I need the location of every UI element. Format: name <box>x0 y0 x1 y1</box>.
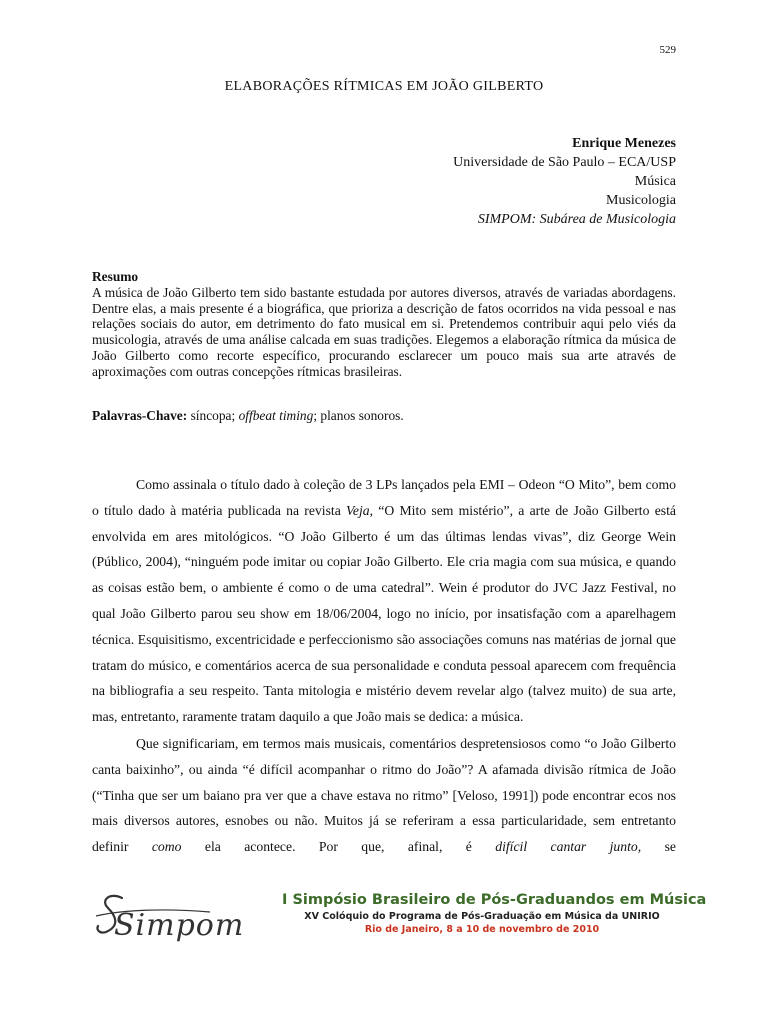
keywords <box>92 408 676 424</box>
body-paragraph-2 <box>92 731 676 860</box>
footer-event-title: I Simpósio Brasileiro de Pós-Graduandos em Música <box>282 892 707 908</box>
p1-veja: Veja <box>346 502 370 518</box>
author-subarea: Musicologia <box>606 193 676 208</box>
abstract-heading: Resumo <box>92 269 139 284</box>
footer-text <box>282 892 707 935</box>
page-number: 529 <box>659 44 676 56</box>
paper-title: ELABORAÇÕES RÍTMICAS EM JOÃO GILBERTO <box>224 79 544 94</box>
body-paragraph-1 <box>92 472 676 730</box>
footer-banner <box>92 878 707 958</box>
author-name: Enrique Menezes <box>572 136 676 151</box>
p2-part-c: se <box>641 839 676 855</box>
abstract-text: A música de João Gilberto tem sido bastante estudada por autores diversos, através de variadas abordagens. Dentre elas, a mais presente é a biográfica, que prioriza a descrição de fatos ocorridos na vida pessoal e nas relações sociais do autor, em detrimento do fato musical em si. Pretendemos contribuir aqui pelo viés da musicologia, através de uma análise calcada em suas tradições. Elegemos a elaboração rítmica da música de João Gilberto como recorte específico, procurando esclarecer um pouco mais sua arte através de aproximações com outras concepções rítmicas brasileiras. <box>92 284 676 379</box>
abstract <box>92 269 676 380</box>
author-affiliation: Universidade de São Paulo – ECA/USP <box>453 155 676 170</box>
author-area: Música <box>634 174 676 189</box>
keywords-label: Palavras-Chave: <box>92 408 188 423</box>
keyword-3: ; planos sonoros. <box>313 408 404 423</box>
author-block <box>453 134 676 229</box>
body-text <box>92 472 676 861</box>
author-session: SIMPOM: Subárea de Musicologia <box>477 212 676 227</box>
simpom-logo <box>92 886 245 948</box>
keyword-1: síncopa; <box>190 408 236 423</box>
keyword-2: offbeat timing <box>238 408 314 423</box>
p1-part-a: Como assinala o título dado à coleção de 3 LPs lançados pela EMI – Odeon “O Mito”, bem como o título dado à matéria publicada na revista <box>92 477 676 518</box>
p2-part-b: ela acontece. Por que, afinal, é <box>181 839 496 855</box>
p2-como: como <box>151 839 182 855</box>
p1-part-b: , “O Mito sem mistério”, a arte de João Gilberto está envolvida em ares mitológicos. “O João Gilberto é um das últimas lendas vivas”, diz George Wein (Público, 2004), “ninguém pode imitar ou copiar João Gilberto. Ele cria magia com sua música, e quando as coisas estão bem, o ambiente é como o de uma catedral”. Wein é produtor do JVC Jazz Festival, no qual João Gilberto parou seu show em 18/06/2004, logo no início, por insatisfação com a aparelhagem técnica. Esquisitismo, excentricidade e perfeccionismo são associações comuns nas matérias de jornal que tratam do músico, e comentários acerca de sua personalidade e conduta pessoal aparecem com frequência na bibliografia a seu respeito. Tanta mitologia e mistério devem revelar algo (talvez muito) de sua arte, mas, entretanto, raramente tratam daquilo a que João mais se dedica: a música. <box>92 502 676 725</box>
footer-event-date: Rio de Janeiro, 8 a 10 de novembro de 2010 <box>364 924 600 935</box>
p2-dificil: difícil cantar junto, <box>495 839 642 855</box>
p2-part-a: Que significariam, em termos mais musicais, comentários despretensiosos como “o João Gilberto canta baixinho”, ou ainda “é difícil acompanhar o ritmo do João”? A afamada divisão rítmica de João (“Tinha que ser um baiano pra ver que a chave estava no ritmo” [Veloso, 1991]) pode encontrar ecos nos mais diversos autores, esnobes ou não. Muitos já se referiram a essa particularidade, sem entretanto definir <box>92 735 676 855</box>
simpom-logo-text: Simpom <box>114 908 245 943</box>
footer-event-subtitle: XV Colóquio do Programa de Pós-Graduação em Música da UNIRIO <box>304 911 660 922</box>
